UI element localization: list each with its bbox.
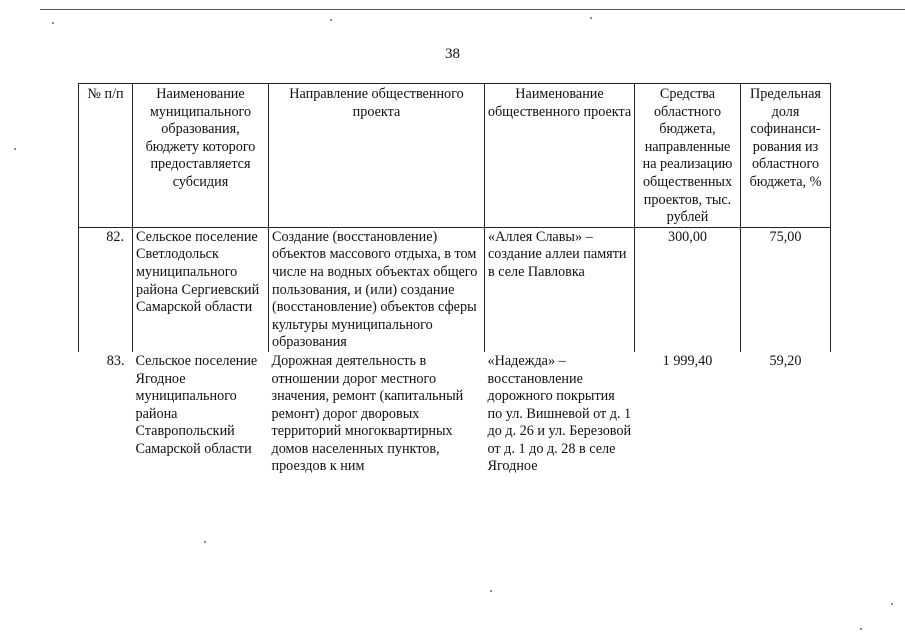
header-cell-funds: Средства областного бюджета, направленные на реализацию общественных проектов, тыс. рублей — [635, 84, 741, 228]
table-row — [79, 352, 831, 476]
header-cell-direction: Направление общественного проекта — [269, 84, 485, 228]
header-cell-number: № п/п — [79, 84, 133, 228]
row-project: «Аллея Славы» – создание аллеи памяти в селе Павловка — [485, 227, 635, 352]
row-municipality: Сельское поселение Светлодольск муниципального района Сергиевский Самарской области — [133, 227, 269, 352]
scan-speck — [52, 22, 54, 24]
row-direction: Создание (восстановление) объектов массового отдыха, в том числе на водных объектах общего пользования, и (или) создание (восстановление) объектов сферы культуры муниципального образования — [269, 227, 485, 352]
row-share: 75,00 — [741, 227, 831, 352]
row-number: 83. — [106, 352, 125, 369]
top-scan-rule — [40, 9, 905, 10]
row-number: 82. — [79, 227, 133, 352]
scan-speck — [490, 590, 492, 592]
header-cell-municipality: Наименование муниципального образования, бюджету которого предоставляется субсидия — [133, 84, 269, 228]
scan-speck — [590, 17, 592, 19]
scan-speck — [14, 148, 16, 150]
row-direction: Дорожная деятельность в отношении дорог местного значения, ремонт (капитальный ремонт) дорог дворовых территорий многоквартирных домов населенных пунктов, проездов к ним — [271, 352, 464, 475]
row-municipality: Сельское поселение Ягодное муниципального района Ставропольский Самарской области — [135, 352, 258, 457]
row-share: 59,20 — [769, 352, 802, 369]
row-project: «Надежда» – восстановление дорожного покрытия по ул. Вишневой от д. 1 до д. 26 и ул. Березовой от д. 1 до д. 28 в селе Ягодное — [487, 352, 632, 475]
header-cell-share: Предельная доля софинанси-рования из областного бюджета, % — [741, 84, 831, 228]
table-row — [79, 227, 831, 352]
header-cell-project: Наименование общественного проекта — [485, 84, 635, 228]
scan-speck — [860, 628, 862, 630]
row-funds: 1 999,40 — [662, 352, 713, 369]
scan-speck — [891, 603, 893, 605]
row-funds: 300,00 — [635, 227, 741, 352]
scan-speck — [330, 19, 332, 21]
subsidy-table — [78, 83, 831, 476]
page-number: 38 — [445, 46, 460, 62]
scan-speck — [204, 541, 206, 543]
table-header-row — [79, 84, 831, 228]
